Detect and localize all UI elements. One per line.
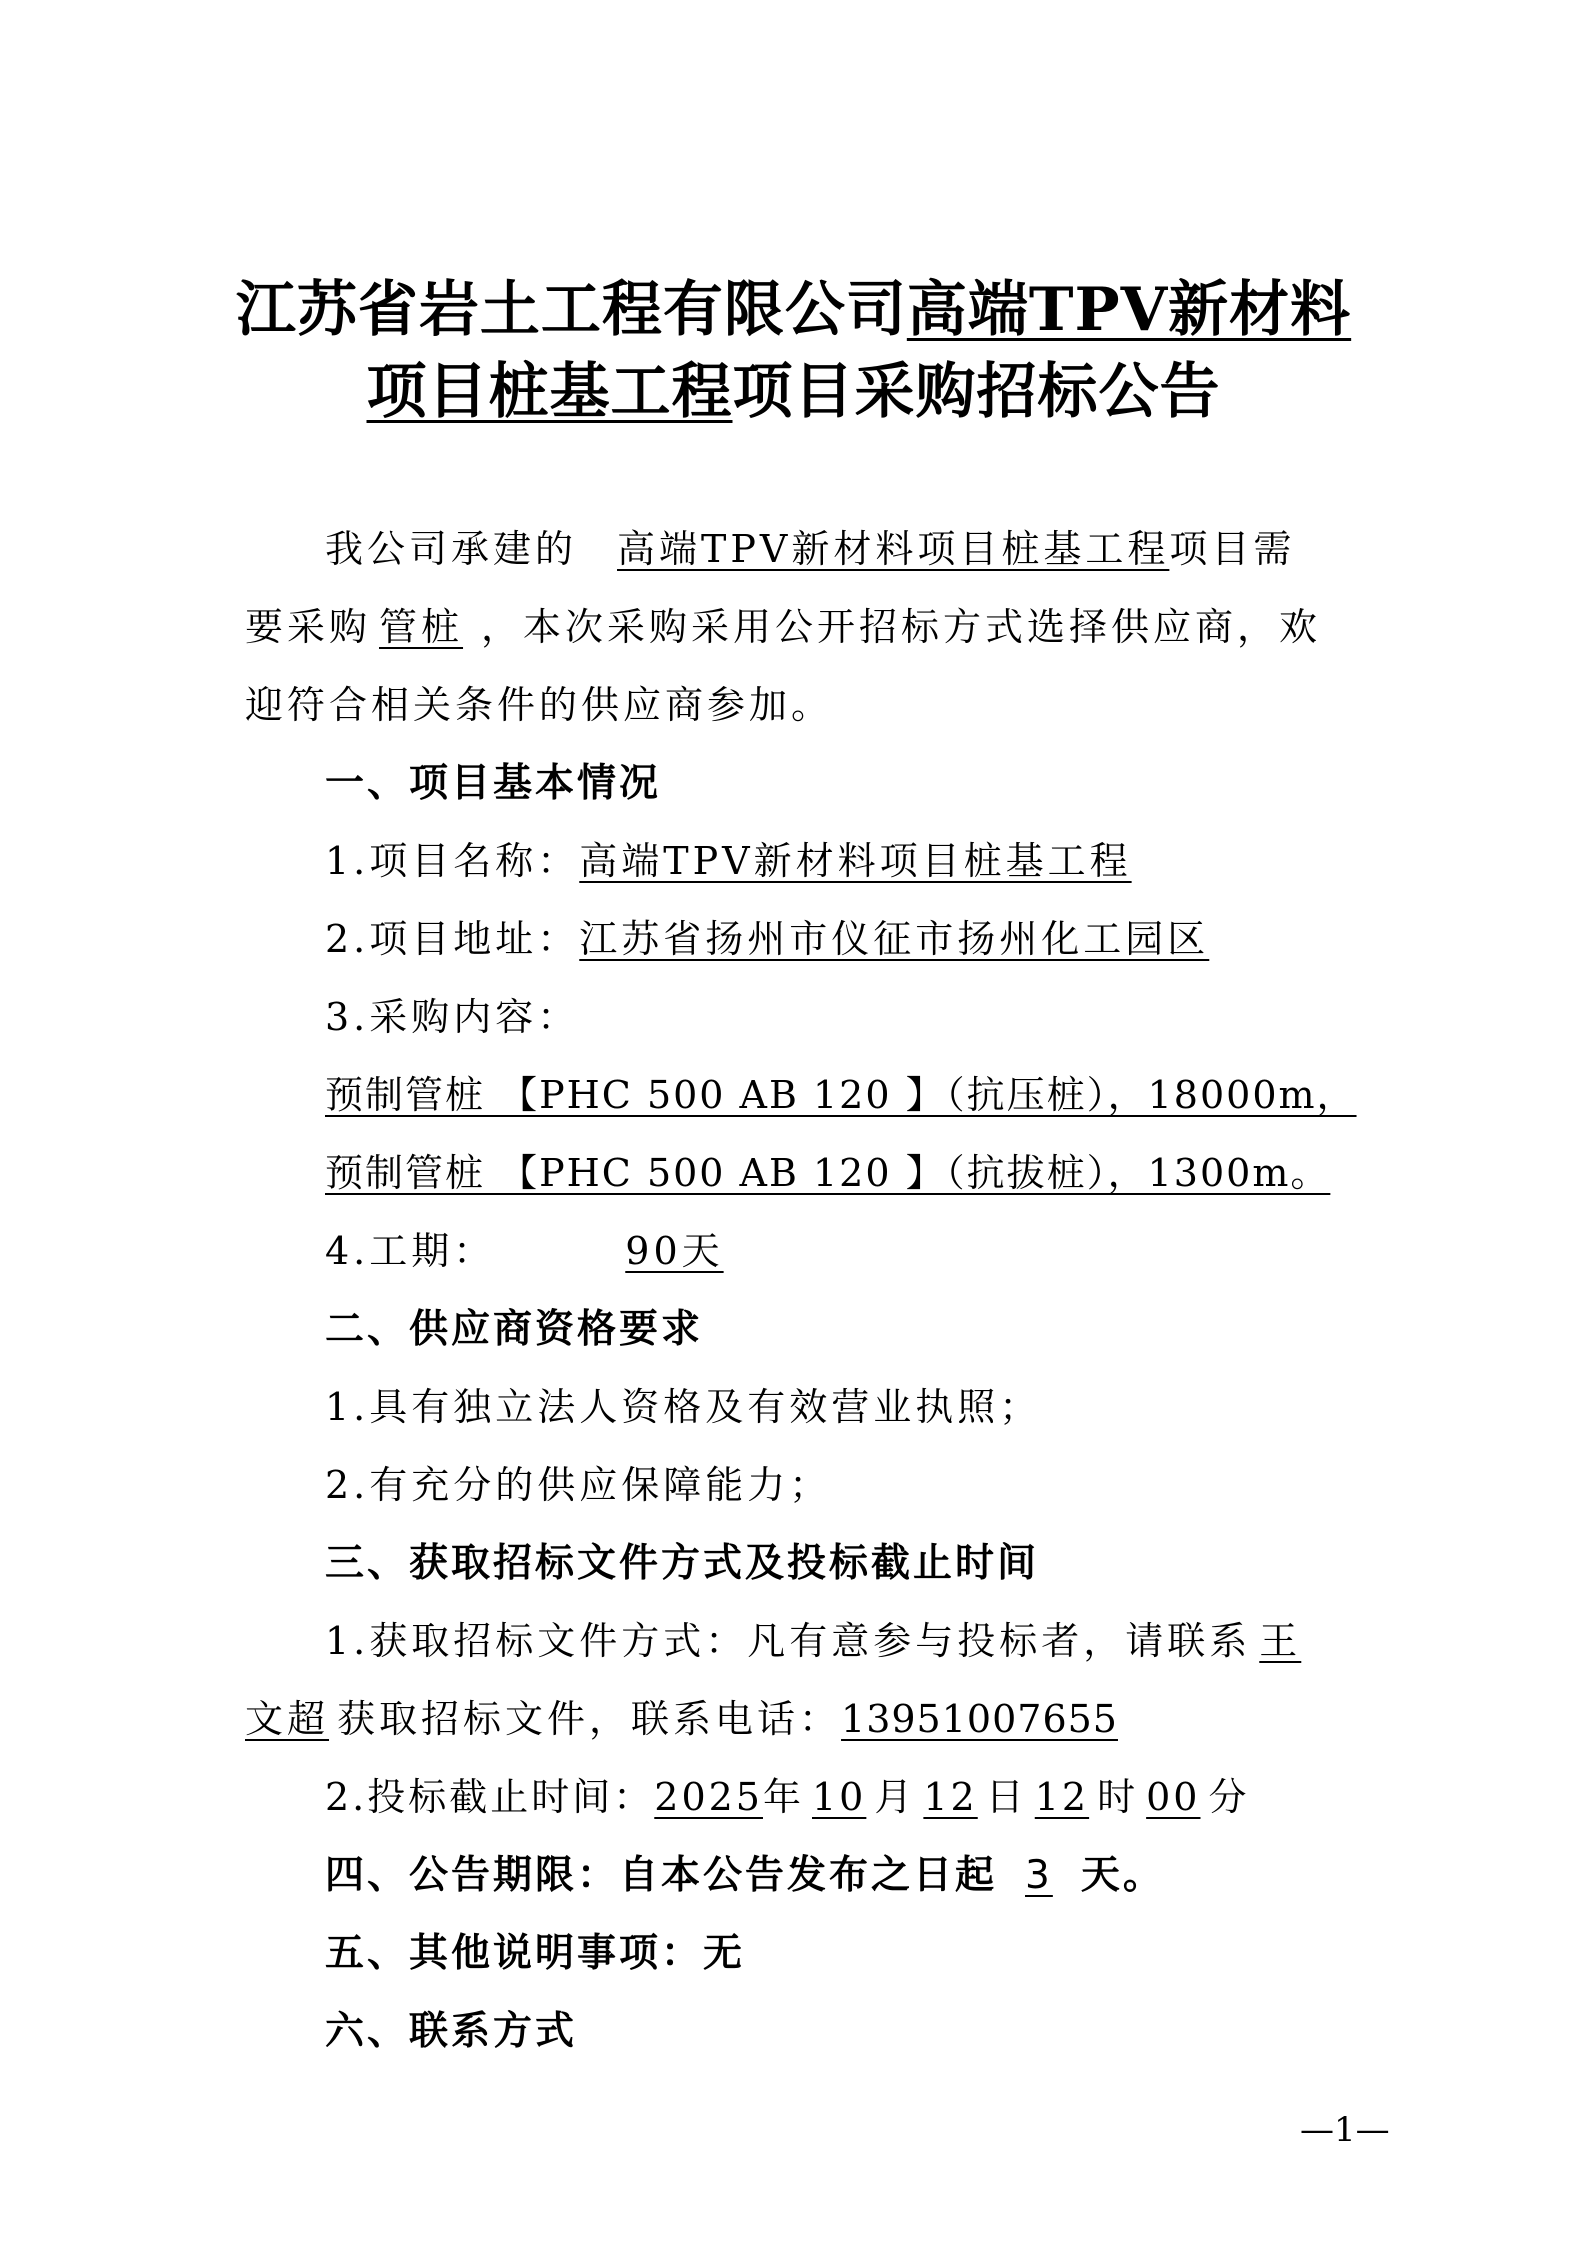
procurement-item-1: 预制管桩 【PHC 500 AB 120 】（抗压桩），18000m， <box>325 1073 1357 1117</box>
requirement-2: 2.有充分的供应保障能力； <box>325 1463 832 1507</box>
title-line-1 <box>200 275 1387 345</box>
intro-line-3: 迎符合相关条件的供应商参加。 <box>245 683 834 727</box>
section3-heading: 三、获取招标文件方式及投标截止时间 <box>325 1541 1040 1586</box>
bid-deadline-row: 2.投标截止时间：2025年 10 月 12 日 12 时 00 分 <box>325 1775 1250 1819</box>
contact-phone: 13951007655 <box>841 1697 1118 1741</box>
title-line-2 <box>200 357 1387 427</box>
procurement-content-label: 3.采购内容： <box>325 995 580 1039</box>
intro-line-1: 我公司承建的 高端TPV新材料项目桩基工程项目需 <box>325 527 1296 571</box>
deadline-minute: 00 <box>1146 1775 1201 1819</box>
title-company: 江苏省岩土工程有限公司 <box>235 275 907 345</box>
procurement-item-2: 预制管桩 【PHC 500 AB 120 】（抗拔桩），1300m。 <box>325 1151 1331 1195</box>
title-suffix: 项目采购招标公告 <box>732 357 1221 427</box>
notice-days: 3 <box>1025 1853 1053 1898</box>
project-address-row: 2.项目地址：江苏省扬州市仪征市扬州化工园区 <box>325 920 1229 958</box>
section6-heading: 六、联系方式 <box>325 2009 578 2054</box>
section5-other-notes: 五、其他说明事项：无 <box>325 1931 746 1976</box>
intro-project: 高端TPV新材料项目桩基工程 <box>617 527 1170 571</box>
intro-line-2: 要采购 管桩 ，本次采购采用公开招标方式选择供应商，欢 <box>245 605 1322 649</box>
deadline-day: 12 <box>923 1775 978 1819</box>
project-address-value: 江苏省扬州市仪征市扬州化工园区 <box>579 917 1210 961</box>
title-project-part2: 项目桩基工程 <box>366 357 733 427</box>
page-number: —1— <box>1300 2110 1390 2150</box>
project-name-row: 1.项目名称：高端TPV新材料项目桩基工程 <box>325 842 1242 880</box>
construction-period-value: 90天 <box>625 1229 724 1273</box>
obtain-docs-line-1: 1.获取招标文件方式：凡有意参与投标者，请联系 王 <box>325 1619 1302 1663</box>
section4-notice-period: 四、公告期限：自本公告发布之日起 3 天。 <box>325 1853 1165 1898</box>
deadline-year: 2025 <box>654 1775 763 1819</box>
title-project-part1: 高端TPV新材料 <box>906 275 1352 345</box>
obtain-docs-line-2: 文超 获取招标文件，联系电话：13951007655 <box>245 1697 1118 1741</box>
requirement-1: 1.具有独立法人资格及有效营业执照； <box>325 1385 1042 1429</box>
construction-period-row: 4.工期： 90天 <box>325 1232 894 1270</box>
project-name-value: 高端TPV新材料项目桩基工程 <box>579 839 1132 883</box>
deadline-month: 10 <box>812 1775 867 1819</box>
contact-name-part2: 文超 <box>245 1697 330 1741</box>
section1-heading: 一、项目基本情况 <box>325 761 662 806</box>
intro-item: 管桩 <box>379 605 464 649</box>
deadline-hour: 12 <box>1034 1775 1090 1819</box>
contact-name-part1: 王 <box>1259 1619 1302 1663</box>
section2-heading: 二、供应商资格要求 <box>325 1307 704 1352</box>
